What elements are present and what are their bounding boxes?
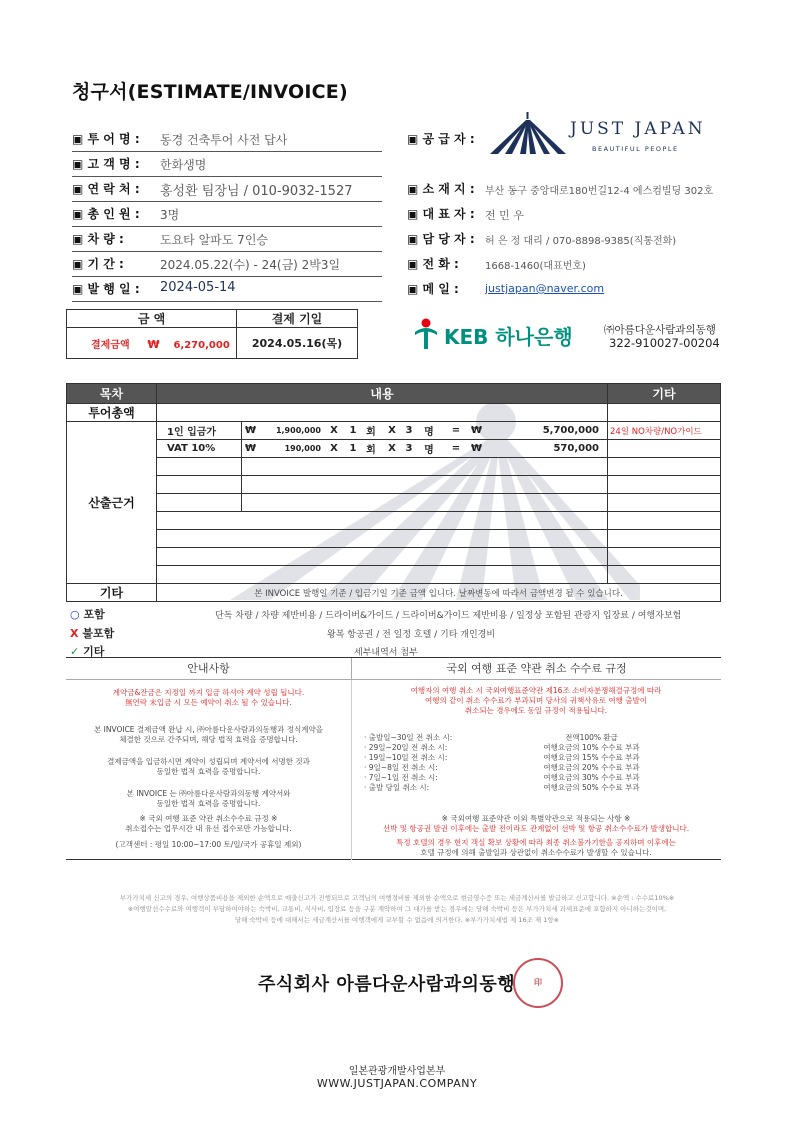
fee-amount: 여행요금의 20% 수수료 부과 xyxy=(543,763,640,772)
calc-unit-people: 명 xyxy=(424,445,434,456)
calc-equals: = xyxy=(451,425,461,436)
info-period xyxy=(72,251,124,276)
calc-x: X xyxy=(388,443,396,454)
row-calc-basis-label: 산출근거 xyxy=(67,422,157,584)
legend-include xyxy=(70,606,105,622)
hana-bank-icon xyxy=(413,318,439,350)
vat-footnote xyxy=(80,893,714,926)
notice-text: 결제금액을 입금하시면 계약이 성립되며 계약서에 서명한 것과 xyxy=(107,757,310,766)
payment-label: 결제금액 xyxy=(91,339,130,351)
notice-text: ※ 국외 여행 표준 약관 취소수수료 규정 ※ xyxy=(139,814,278,823)
info-value: 부산 동구 중앙대로180번길12-4 에스컴빌딩 302호 xyxy=(485,186,714,197)
payment-currency: ₩ xyxy=(147,337,160,351)
legend-text: 단독 차량 / 차량 제반비용 / 드라이버&가이드 / 드라이버&가이드 제반비용 / 일정상 포함된 관광지 입장료 / 여행자보험 xyxy=(215,611,682,621)
notice-text: 취소되는 경우에도 동일 규정이 적용됩니다. xyxy=(464,706,608,715)
x-icon: X xyxy=(70,627,79,640)
info-label: ▣ 공 급 자 : xyxy=(407,132,475,146)
notice-left-title: 안내사항 xyxy=(66,658,351,680)
info-people xyxy=(72,201,140,226)
calc-unit-people: 명 xyxy=(424,427,434,438)
bank-holder: ㈜아름다운사람과의동행 xyxy=(604,324,716,336)
payment-amount-header: 금 액 xyxy=(67,310,237,328)
info-address xyxy=(407,176,475,201)
notice-text: 동일한 법적 효력을 증명합니다. xyxy=(156,799,261,808)
notice-section xyxy=(66,657,721,860)
fee-amount: 전액100% 환급 xyxy=(565,733,618,742)
calc-row xyxy=(242,440,608,458)
info-label: ▣ 담 당 자 : xyxy=(407,232,475,246)
header-content: 내용 xyxy=(157,384,608,404)
notice-text: 여행자의 여행 취소 시 국외여행표준약관 제16조 소비자분쟁해결규정에 따라 xyxy=(410,686,662,695)
info-email xyxy=(407,276,459,301)
notice-text: 취소접수는 업무시간 내 유선 접수로만 가능합니다. xyxy=(125,824,292,833)
notice-text: 無연락 未입금 시 모든 예약이 취소 될 수 있습니다. xyxy=(125,698,292,707)
calc-currency: ₩ xyxy=(471,443,483,454)
calc-unit-times: 회 xyxy=(366,427,376,438)
calc-note xyxy=(608,440,721,458)
info-value: 전 민 우 xyxy=(485,209,524,222)
header-category: 목차 xyxy=(67,384,157,404)
info-value: 2024-05-14 xyxy=(160,280,236,295)
calc-note: 24일 NO차량/NO가이드 xyxy=(608,422,721,440)
info-label: ▣ 메 일 : xyxy=(407,282,459,296)
logo-text: JUST JAPAN xyxy=(570,119,706,139)
notice-text: 본 INVOICE 결제금액 완납 시, ㈜아름다운사람과의동행과 정식계약을 xyxy=(94,725,323,734)
calc-row xyxy=(242,422,608,440)
fee-amount: 여행요금의 15% 수수료 부과 xyxy=(543,753,640,762)
info-ceo xyxy=(407,201,475,226)
info-value: 3명 xyxy=(160,208,180,222)
notice-text: 여행의 같이 취소 수수료가 부과되며 당사의 귀책사유로 여행 출발이 xyxy=(425,696,647,705)
calc-unit-price: 190,000 xyxy=(284,444,321,453)
footer-department: 일본관광개발사업본부 xyxy=(348,1066,446,1077)
notice-right-title: 국외 여행 표준 약관 취소 수수료 규정 xyxy=(351,658,721,680)
payment-due-header: 결제 기일 xyxy=(237,310,358,328)
info-supplier xyxy=(407,126,475,151)
fee-list xyxy=(364,733,679,793)
calc-people: 3 xyxy=(405,443,413,454)
info-vehicle xyxy=(72,226,124,251)
notice-text: 호텔 규정에 의해 출발일과 상관없이 취소수수료가 발생할 수 있습니다. xyxy=(420,848,652,857)
legend-text: 왕복 항공권 / 전 일정 호텔 / 기타 개인경비 xyxy=(327,630,496,640)
fee-amount: 여행요금의 50% 수수료 부과 xyxy=(543,783,640,792)
payment-due: 2024.05.16(목) xyxy=(237,328,358,359)
info-customer xyxy=(72,151,140,176)
info-label: ▣ 총 인 원 : xyxy=(72,207,140,221)
calc-equals: = xyxy=(451,443,461,454)
row-etc-label: 기타 xyxy=(67,584,157,602)
page-title: 청구서(ESTIMATE/INVOICE) xyxy=(72,81,348,103)
footnote-line: 부가가치세 신고의 경우, 여행상품비용을 제외한 순액으로 매출신고가 진행되므로 고객님의 여행경비를 제외한 순액으로 현금영수증 또는 세금계산서를 발급하고 신고합니다. ※순액 : 수수료10%※ xyxy=(119,894,675,902)
info-value: 2024.05.22(수) - 24(금) 2박3일 xyxy=(160,258,341,272)
calc-people: 3 xyxy=(405,425,413,436)
calc-unit-price: 1,900,000 xyxy=(275,426,321,435)
notice-text: 본 INVOICE 는 ㈜아름다운사람과의동행 계약서와 xyxy=(126,789,291,798)
info-manager xyxy=(407,226,475,251)
bank-account: 322-910027-00204 xyxy=(609,336,720,350)
invoice-table xyxy=(66,383,721,602)
calc-unit-times: 회 xyxy=(366,445,376,456)
calc-x: X xyxy=(388,425,396,436)
company-seal-icon: 印 xyxy=(513,958,563,1008)
fee-when: · 29일~20일 전 취소 시: xyxy=(364,743,448,752)
bank-name: KEB 하나은행 xyxy=(444,325,573,349)
info-label: ▣ 고 객 명 : xyxy=(72,157,140,171)
notice-text: 동일한 법적 효력을 증명합니다. xyxy=(156,767,261,776)
payment-amount: 6,270,000 xyxy=(173,339,230,351)
calc-total: 570,000 xyxy=(553,443,599,454)
calc-times: 1 xyxy=(349,425,357,436)
info-contact xyxy=(72,176,140,201)
notice-text: 특정 호텔의 경우 현지 객실 확보 상황에 따라 최종 취소불가기한을 공지하며 이후에는 xyxy=(396,838,676,847)
info-label: ▣ 연 락 처 : xyxy=(72,182,140,196)
legend-label: 포함 xyxy=(83,608,105,621)
calc-x: X xyxy=(330,425,338,436)
fee-when: · 7일~1일 전 취소 시: xyxy=(364,773,438,782)
just-japan-logo-icon xyxy=(488,110,568,156)
email-link[interactable]: justjapan@naver.com xyxy=(485,282,605,295)
info-value: 홍성환 팀장님 / 010-9032-1527 xyxy=(160,184,353,199)
calc-row-name: VAT 10% xyxy=(157,440,242,458)
fee-amount: 여행요금의 30% 수수료 부과 xyxy=(543,773,640,782)
info-value: 도요타 알파도 7인승 xyxy=(160,233,269,247)
info-label: ▣ 전 화 : xyxy=(407,257,459,271)
fee-when: · 출발 당일 취소 시: xyxy=(364,783,430,792)
info-issue-date xyxy=(72,276,140,301)
info-label: ▣ 대 표 자 : xyxy=(407,207,475,221)
info-tour-name xyxy=(72,126,140,151)
calc-times: 1 xyxy=(349,443,357,454)
calc-currency: ₩ xyxy=(471,425,483,436)
fee-amount: 여행요금의 10% 수수료 부과 xyxy=(543,743,640,752)
check-icon: ✓ xyxy=(70,645,80,658)
notice-text: (고객센터 : 평일 10:00~17:00 토/일/국가 공휴일 제외) xyxy=(115,840,302,849)
footnote-line: ※여행알선수수료와 여행객이 부담하여야하는 숙박비, 교통비, 식사비, 입장료 등을 구분 계약하여 그 대가를 받는 경우에는 당해 숙박비 등은 부가가치세 과세표준에 포함하지 아니하는것이며, xyxy=(127,905,667,913)
footnote-line: 당해 숙박비 등에 대해서는 세금계산서를 여행객에게 교부할 수 없음에 의거한다. ※부가가치세법 제 16조 제 1항※ xyxy=(234,916,560,924)
info-value: 한화생명 xyxy=(160,158,207,172)
notice-text: 선박 및 항공권 발권 이후에는 출발 전이라도 관계없이 선박 및 항공 취소수수료가 발생합니다. xyxy=(382,824,690,833)
info-label: ▣ 발 행 일 : xyxy=(72,282,140,296)
legend-exclude xyxy=(70,625,114,641)
fee-when: · 9일~8일 전 취소 시: xyxy=(364,763,438,772)
logo-subtext: BEAUTIFUL PEOPLE xyxy=(592,145,679,153)
notice-text: 체결한 것으로 간주되며, 해당 법적 효력을 증명합니다. xyxy=(119,735,298,744)
payment-table xyxy=(66,309,358,359)
fee-when: · 19일~10일 전 취소 시: xyxy=(364,753,448,762)
info-label: ▣ 기 간 : xyxy=(72,257,124,271)
row-tour-total-label: 투어총액 xyxy=(67,404,157,422)
info-value: 허 은 정 대리 / 070-8898-9385(직통전화) xyxy=(485,236,677,247)
company-name: 주식회사 아름다운사람과의동행 xyxy=(258,974,516,995)
calc-currency: ₩ xyxy=(245,443,257,454)
fee-when: · 출발일~30일 전 취소 시: xyxy=(364,733,453,742)
info-phone xyxy=(407,251,459,276)
info-label: ▣ 소 재 지 : xyxy=(407,182,475,196)
calc-x: X xyxy=(330,443,338,454)
etc-text: 본 INVOICE 발행일 기준 / 입금기일 기준 금액 입니다. 날짜변동에 따라서 금액변경 될 수 있습니다. xyxy=(157,584,721,602)
info-value: 동경 건축투어 사전 답사 xyxy=(160,133,288,147)
legend-label: 기타 xyxy=(83,645,105,658)
calc-currency: ₩ xyxy=(245,425,257,436)
calc-total: 5,700,000 xyxy=(542,425,599,436)
legend-label: 불포함 xyxy=(82,627,115,640)
calc-row-name: 1인 입금가 xyxy=(157,422,242,440)
info-value: 1668-1460(대표번호) xyxy=(485,261,586,272)
info-label: ▣ 차 량 : xyxy=(72,232,124,246)
notice-text: 계약금&잔금은 지정일 까지 입금 하셔야 계약 성립 됩니다. xyxy=(112,688,305,697)
circle-icon: ○ xyxy=(70,608,80,621)
notice-text: ※ 국외여행 표준약관 이외 특별약관으로 적용되는 사항 ※ xyxy=(441,814,631,823)
info-label: ▣ 투 어 명 : xyxy=(72,132,140,146)
footer-url: WWW.JUSTJAPAN.COMPANY xyxy=(316,1077,478,1090)
legend-text: 세부내역서 첨부 xyxy=(354,648,418,658)
header-other: 기타 xyxy=(608,384,721,404)
